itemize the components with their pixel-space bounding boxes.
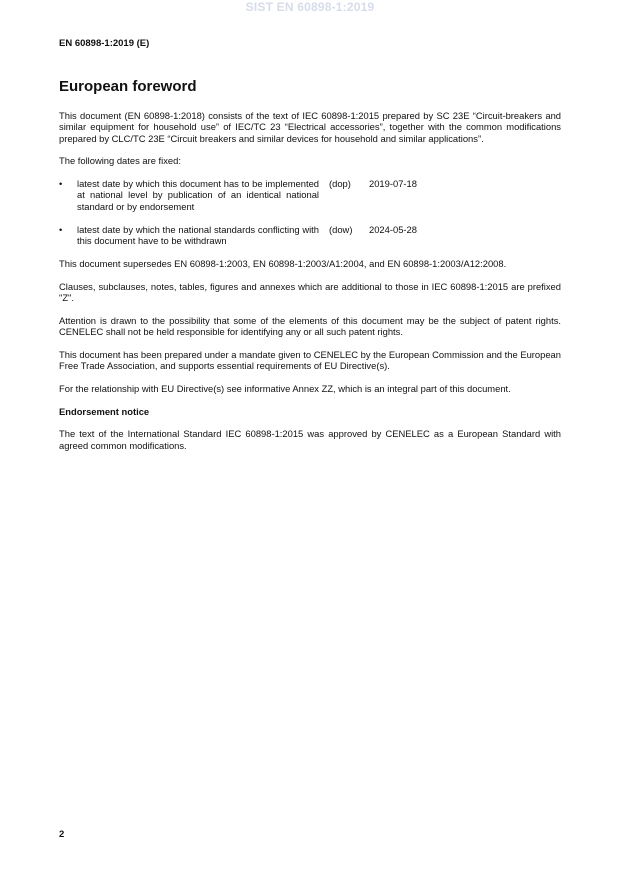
- foreword-paragraph: This document (EN 60898-1:2018) consists of the text of IEC 60898-1:2015 prepared by SC 23E “Circuit-breakers and similar equipment for household use” of IEC/TC 23 “Electrical accessories”, together with the common modifications prepared by CLC/TC 23E “Circuit breakers and similar devices for household and similar applications”.: [59, 110, 561, 144]
- page-number: 2: [59, 829, 65, 840]
- foreword-content: [59, 110, 561, 462]
- document-id: EN 60898-1:2019 (E): [59, 38, 150, 49]
- date-code: (dop): [329, 178, 351, 189]
- relationship-paragraph: For the relationship with EU Directive(s) see informative Annex ZZ, which is an integral part of this document.: [59, 383, 511, 395]
- date-description: latest date by which the national standards conflicting with this document have to be withdrawn: [77, 223, 319, 247]
- dates-list: [59, 178, 561, 246]
- date-code: (dow): [329, 223, 353, 235]
- date-value: 2024-05-28: [369, 223, 417, 235]
- watermark: SIST EN 60898-1:2019: [245, 0, 375, 14]
- dates-intro: The following dates are fixed:: [59, 155, 181, 167]
- patent-paragraph: Attention is drawn to the possibility that some of the elements of this document may be the subject of patent rights. CENELEC shall not be held responsible for identifying any or all such patent rights.: [59, 315, 561, 338]
- date-row-dop: [59, 178, 561, 212]
- date-description: latest date by which this document has to be implemented at national level by publication of an identical national standard or by endorsement: [77, 178, 319, 212]
- date-value: 2019-07-18: [369, 178, 417, 189]
- clauses-paragraph: Clauses, subclauses, notes, tables, figures and annexes which are additional to those in IEC 60898-1:2015 are prefixed "Z".: [59, 281, 561, 304]
- endorsement-heading: Endorsement notice: [59, 405, 150, 417]
- bullet: •: [59, 223, 63, 235]
- supersedes-paragraph: This document supersedes EN 60898-1:2003, EN 60898-1:2003/A1:2004, and EN 60898-1:2003/A12:2008.: [59, 258, 507, 270]
- section-title: European foreword: [59, 78, 197, 95]
- date-row-dow: [59, 224, 561, 247]
- bullet: •: [59, 178, 63, 189]
- mandate-paragraph: This document has been prepared under a mandate given to CENELEC by the European Commission and the European Free Trade Association, and supports essential requirements of EU Directive(s).: [59, 349, 561, 372]
- endorsement-paragraph: The text of the International Standard IEC 60898-1:2015 was approved by CENELEC as a European Standard with agreed common modifications.: [59, 428, 561, 451]
